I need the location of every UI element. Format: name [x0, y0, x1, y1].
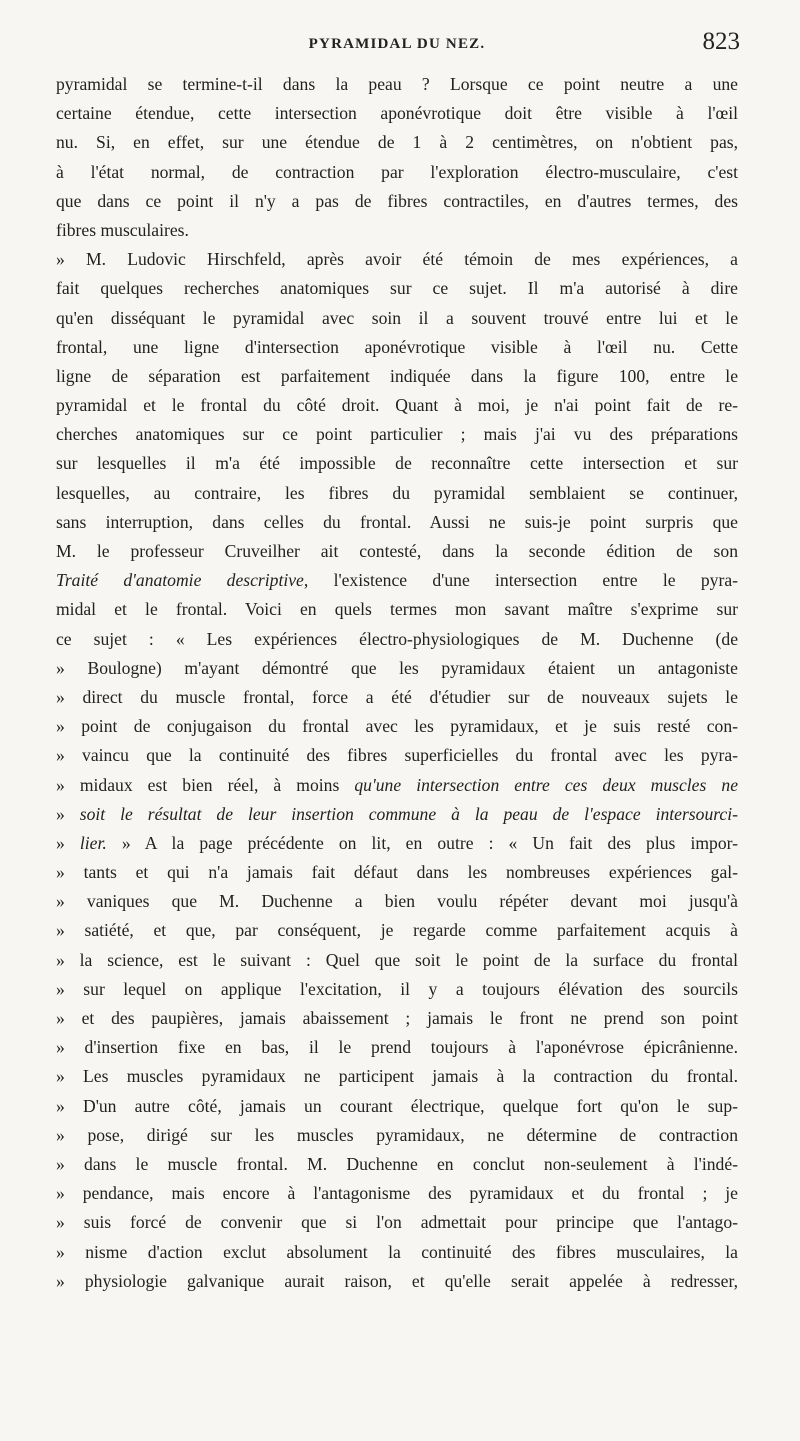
text-line: qu'en disséquant le pyramidal avec soin il a souvent trouvé entre lui et le: [56, 307, 738, 328]
text-line: » midaux est bien réel, à moins qu'une intersection entre ces deux muscles ne: [56, 774, 738, 795]
text-line: » physiologie galvanique aurait raison, et qu'elle serait appelée à redresser,: [56, 1270, 738, 1291]
text-line: » tants et qui n'a jamais fait défaut dans les nombreuses expériences gal-: [56, 862, 738, 883]
text-line: que dans ce point il n'y a pas de fibres contractiles, en d'autres termes, des: [56, 190, 738, 211]
text-line: fibres musculaires.: [56, 219, 189, 240]
text-line: sur lesquelles il m'a été impossible de reconnaître cette intersection et sur: [56, 453, 738, 474]
text-line: lesquelles, au contraire, les fibres du pyramidal semblaient se continuer,: [56, 482, 738, 503]
body-text: [56, 70, 738, 1296]
text-line: » vaniques que M. Duchenne a bien voulu répéter devant moi jusqu'à: [56, 891, 738, 912]
text-line: » lier. » A la page précédente on lit, en outre : « Un fait des plus impor-: [56, 832, 738, 853]
text-line: » pose, dirigé sur les muscles pyramidaux, ne détermine de contraction: [56, 1124, 738, 1145]
text-line: » dans le muscle frontal. M. Duchenne en conclut non-seulement à l'indé-: [56, 1153, 738, 1174]
text-line: pyramidal et le frontal du côté droit. Quant à moi, je n'ai point fait de re-: [56, 395, 738, 416]
text-line: » sur lequel on applique l'excitation, il y a toujours élévation des sourcils: [56, 978, 738, 999]
running-title: PYRAMIDAL DU NEZ.: [308, 36, 486, 52]
text-line: ligne de séparation est parfaitement indiquée dans la figure 100, entre le: [56, 365, 738, 386]
text-line: » point de conjugaison du frontal avec les pyramidaux, et je suis resté con-: [56, 716, 738, 737]
text-line: » nisme d'action exclut absolument la continuité des fibres musculaires, la: [56, 1241, 738, 1262]
text-line: fait quelques recherches anatomiques sur ce sujet. Il m'a autorisé à dire: [56, 278, 738, 299]
text-line: frontal, une ligne d'intersection aponévrotique visible à l'œil nu. Cette: [56, 336, 738, 357]
text-line: Traité d'anatomie descriptive, l'existence d'une intersection entre le pyra-: [56, 570, 738, 591]
text-line: à l'état normal, de contraction par l'exploration électro-musculaire, c'est: [56, 161, 738, 182]
text-line: » vaincu que la continuité des fibres superficielles du frontal avec les pyra-: [56, 745, 738, 766]
text-line: » direct du muscle frontal, force a été d'étudier sur de nouveaux sujets le: [56, 686, 738, 707]
text-line: » D'un autre côté, jamais un courant électrique, quelque fort qu'on le sup-: [56, 1095, 738, 1116]
page-number: 823: [702, 28, 740, 55]
text-line: » M. Ludovic Hirschfeld, après avoir été témoin de mes expériences, a: [56, 249, 738, 270]
text-line: M. le professeur Cruveilher ait contesté, dans la seconde édition de son: [56, 541, 738, 561]
text-line: sans interruption, dans celles du frontal. Aussi ne suis-je point surpris que: [56, 511, 738, 532]
text-line: » soit le résultat de leur insertion commune à la peau de l'espace intersourci-: [56, 803, 738, 824]
text-line: » la science, est le suivant : Quel que soit le point de la surface du frontal: [56, 949, 738, 970]
text-line: » Boulogne) m'ayant démontré que les pyramidaux étaient un antagoniste: [56, 657, 738, 678]
page-header: [56, 28, 738, 68]
text-line: » et des paupières, jamais abaissement ; jamais le front ne prend son point: [56, 1008, 738, 1028]
text-line: » d'insertion fixe en bas, il le prend toujours à l'aponévrose épicrânienne.: [56, 1037, 738, 1058]
text-line: pyramidal se termine-t-il dans la peau ? Lorsque ce point neutre a une: [56, 74, 738, 94]
text-line: » Les muscles pyramidaux ne participent jamais à la contraction du frontal.: [56, 1066, 738, 1087]
text-line: nu. Si, en effet, sur une étendue de 1 à 2 centimètres, on n'obtient pas,: [56, 132, 738, 153]
text-line: certaine étendue, cette intersection aponévrotique doit être visible à l'œil: [56, 103, 738, 124]
text-line: » pendance, mais encore à l'antagonisme des pyramidaux et du frontal ; je: [56, 1183, 738, 1204]
text-line: midal et le frontal. Voici en quels termes mon savant maître s'exprime sur: [56, 599, 738, 620]
text-line: ce sujet : « Les expériences électro-physiologiques de M. Duchenne (de: [56, 628, 738, 649]
text-line: cherches anatomiques sur ce point particulier ; mais j'ai vu des préparations: [56, 424, 738, 445]
text-line: » suis forcé de convenir que si l'on admettait pour principe que l'antago-: [56, 1212, 738, 1233]
book-page: [56, 28, 738, 1296]
text-line: » satiété, et que, par conséquent, je regarde comme parfaitement acquis à: [56, 920, 738, 941]
